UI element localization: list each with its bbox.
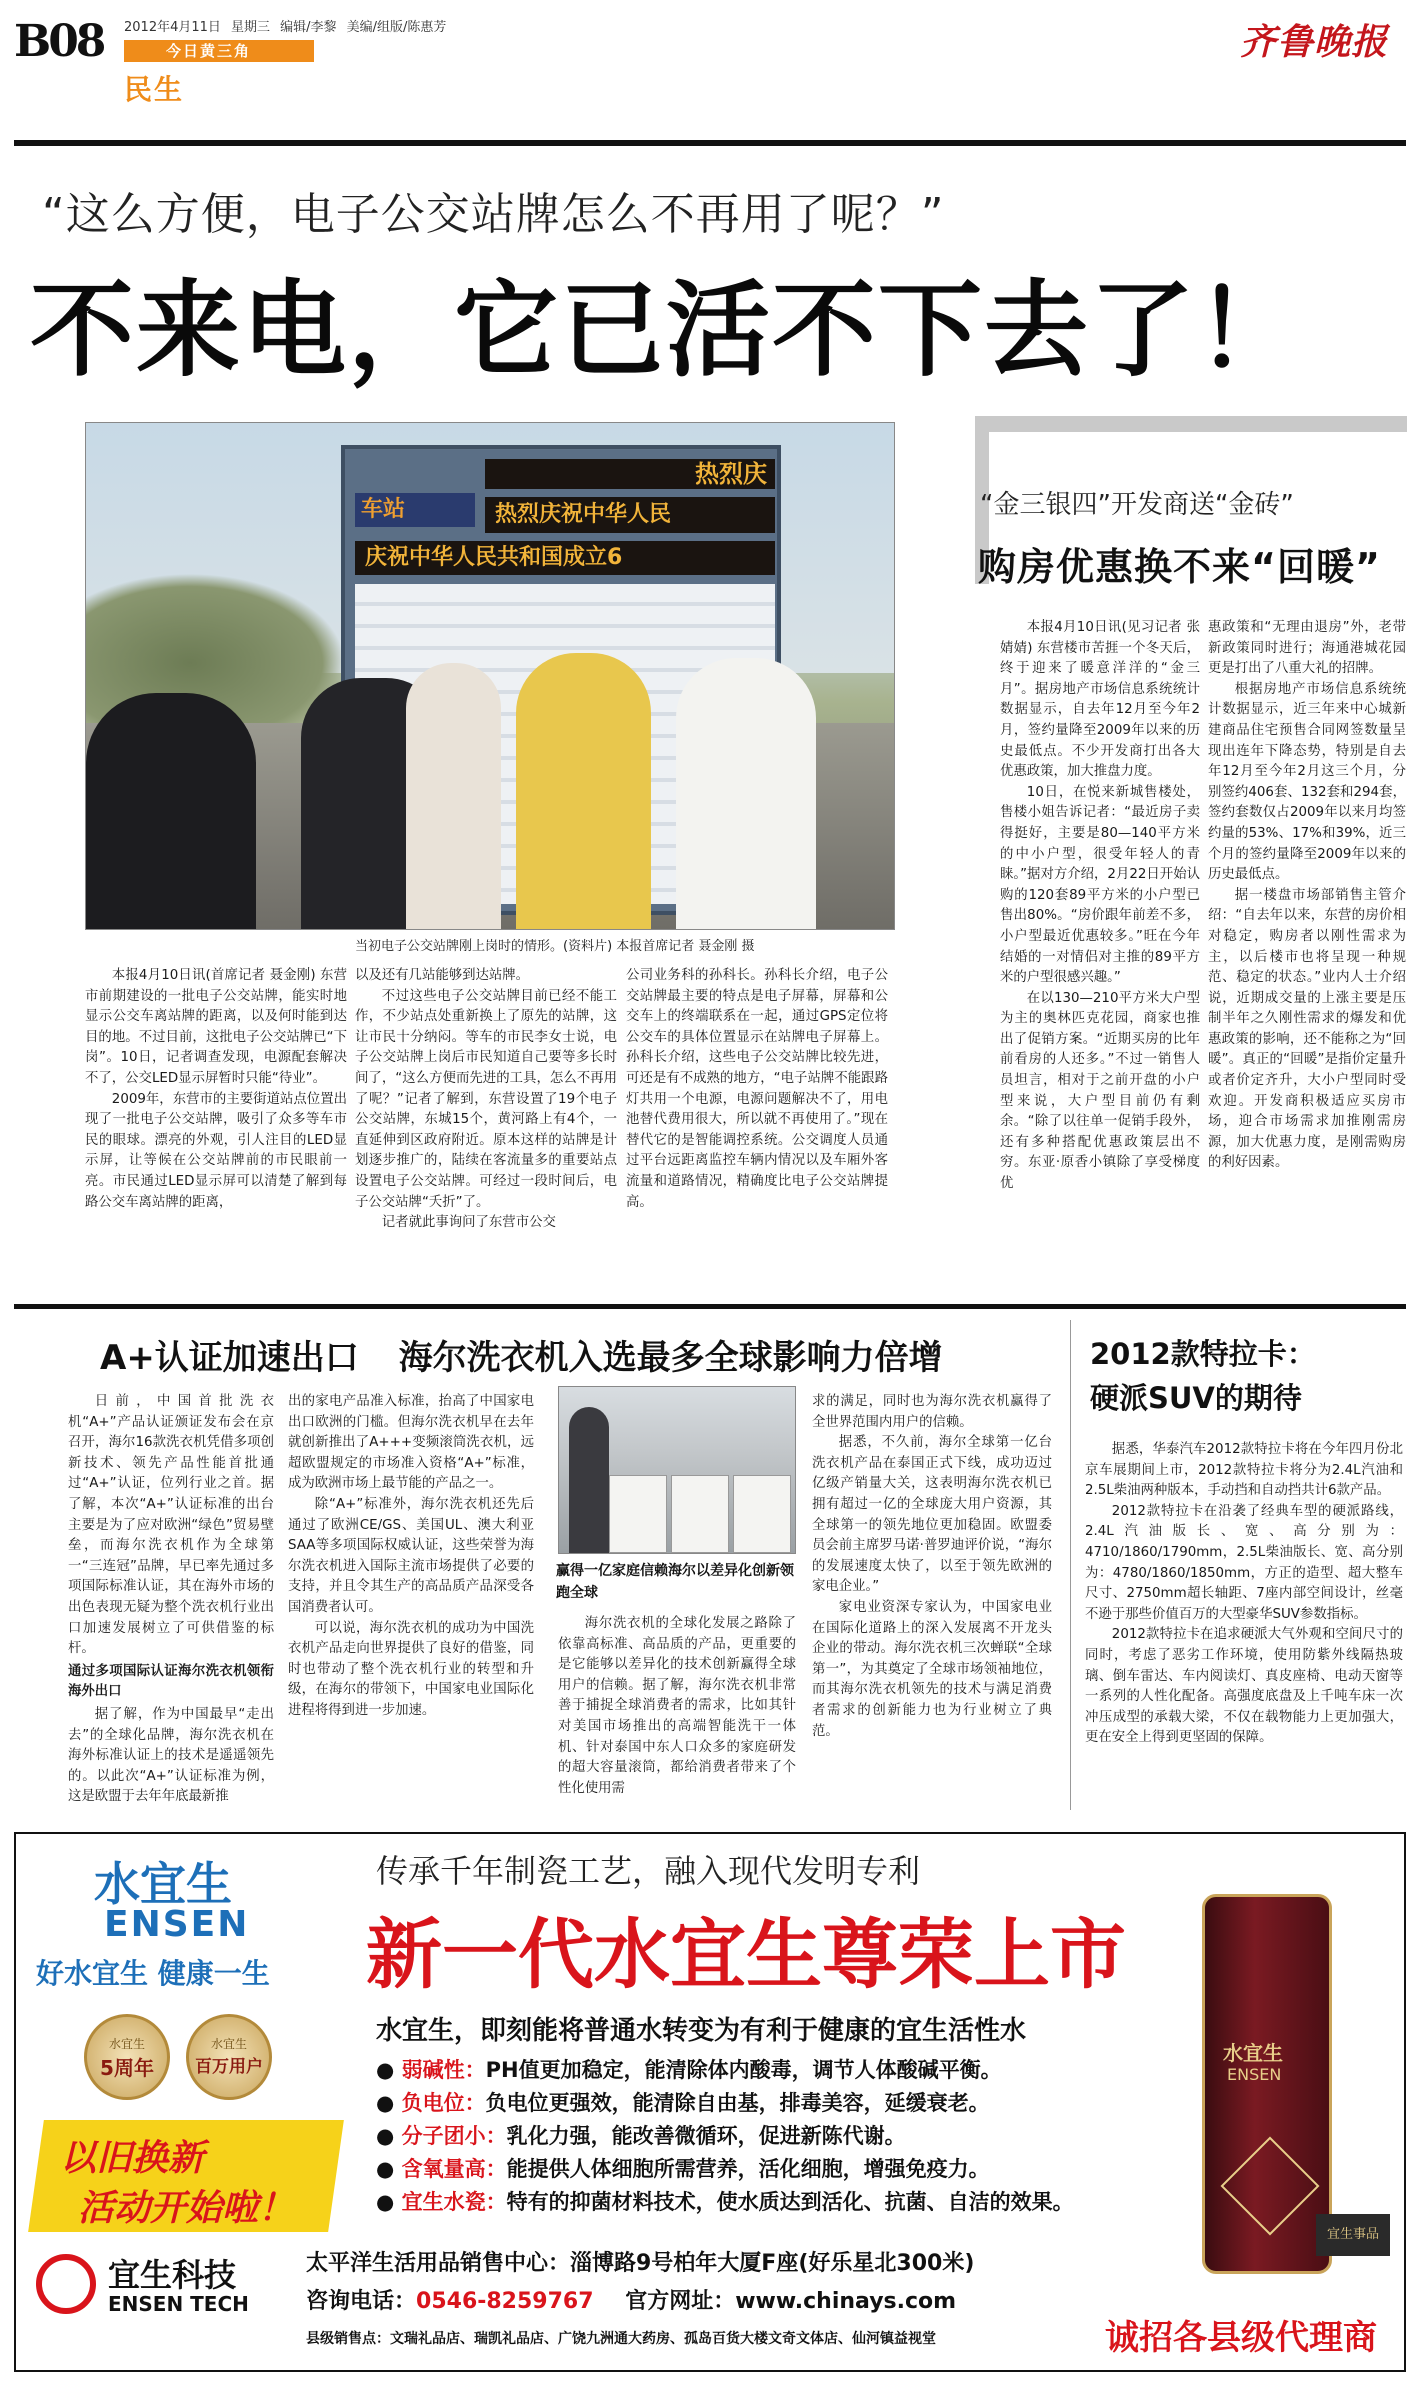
subhead: 通过多项国际认证海尔洗衣机领衔海外出口: [68, 1663, 274, 1700]
web-label: 官方网址：: [625, 2289, 736, 2314]
company-name-en: ENSEN TECH: [108, 2292, 249, 2316]
web-url[interactable]: www.chinays.com: [735, 2289, 957, 2314]
led-sign-3: 庆祝中华人民共和国成立6: [355, 541, 775, 575]
led-sign-4: 车站: [355, 493, 475, 527]
washer-1: [609, 1475, 667, 1553]
story1-column-1: [85, 966, 347, 1296]
column-divider: [1070, 1320, 1071, 1810]
section-name: 民生: [124, 73, 185, 106]
story1-photo-caption: 当初电子公交站牌刚上岗时的情形。(资料片) 本报首席记者 聂金刚 摄: [355, 939, 755, 954]
product-flask: [1202, 1894, 1332, 2274]
story3-column-3-lower: [558, 1614, 796, 1810]
led-sign-2: 热烈庆祝中华人民: [485, 497, 775, 533]
story4-headline-1: 2012款特拉卡：: [1090, 1337, 1316, 1371]
paragraph: 10日，在悦来新城售楼处，售楼小姐告诉记者：“最近房子卖得挺好，主要是80—140平方米的中小户型，很受年轻人的青睐。”据对方介绍，2月22日开始认购的120套89平方米的小户型已售出80%。“房价跟年前差不多，小户型最近优惠较多。”旺在今年结婚的一对情侣对主推的89平方米的户型很感兴趣。”: [1000, 784, 1200, 986]
sales-center: 太平洋生活用品销售中心：淄博路9号柏年大厦F座(好乐星北300米): [306, 2251, 975, 2276]
paragraph: 不过这些电子公交站牌目前已经不能工作，不少站点处重新换上了原先的站牌，这让市民十分纳闷。等车的市民李女士说，电子公交站牌上岗后市民知道自己要等多长时间了，“这么方便而先进的工具，怎么不再用了呢？”记者了解到，东营设置了19个电子公交站牌，东城15个，黄河路上有4个，一直延伸到区政府附近。原本这样的站牌是计划逐步推广的，陆续在客流量多的重要站点设置电子公交站牌。可经过一段时间后，电子公交站牌“夭折”了。: [355, 988, 617, 1210]
paragraph: 出的家电产品准入标准，抬高了中国家电出口欧洲的门槛。但海尔洗衣机早在去年就创新推出了A+++变频滚筒洗衣机，远超欧盟规定的市场准入资格“A+”标准，成为欧洲市场上最节能的产品之一。: [288, 1394, 534, 1492]
paragraph: 海尔洗衣机的全球化发展之路除了依靠高标准、高品质的产品，更重要的是它能够以差异化的技术创新赢得全球用户的信赖。据了解，海尔洗衣机非常善于捕捉全球消费者的需求，比如其针对美国市场推出的高端智能洗干一体机、针对泰国中东人口众多的家庭研发的超大容量滚筒，都给消费者带来了个性化使用需: [558, 1616, 796, 1796]
paragraph: 据悉，华泰汽车2012款特拉卡将在今年四月份北京车展期间上市，2012款特拉卡将分为2.4L汽油和2.5L柴油两种版本，手动挡和自动挡共计6款产品。: [1085, 1442, 1403, 1499]
paragraph: 公司业务科的孙科长。孙科长介绍，电子公交站牌最主要的特点是电子屏幕，屏幕和公交车上的终端联系在一起，通过GPS定位将公交车的具体位置显示在站牌电子屏幕上。孙科长介绍，这些电子公交站牌比较先进，可还是有不成熟的地方，“电子站牌不能跟路灯共用一个电源，电源问题解决不了，用电池替代费用很大，所以就不再使用了。”现在替代它的是智能调控系统。公交调度人员通过平台远距离监控车辆内情况以及车厢外客流量和道路情况，精确度比电子公交站牌提高。: [626, 968, 888, 1210]
ad-big-title: 新一代水宜生尊荣上市: [366, 1910, 1126, 1999]
tel-number[interactable]: 0546-8259767: [416, 2289, 594, 2314]
paragraph: 本报4月10日讯(首席记者 聂金刚) 东营市前期建设的一批电子公交站牌，能实时地显示公交车离站牌的距离，以及何时能到达目的地。不过目前，这批电子公交站牌已“下岗”。10日，记者调查发现，电源配套解决不了，公交LED显示屏暂时只能“待业”。: [85, 968, 347, 1086]
story1-column-2: [355, 966, 617, 1296]
tel-label: 咨询电话：: [306, 2289, 417, 2314]
story1-photo: [85, 422, 895, 930]
story3-photo-caption: 赢得一亿家庭信赖海尔以差异化创新领跑全球: [556, 1563, 794, 1601]
paragraph: 2012款特拉卡在沿袭了经典车型的硬派路线，2.4L汽油版长、宽、高分别为：4710/1860/1790mm，2.5L柴油版长、宽、高分别为：4780/1860/1850mm，方正的造型、超大整车尺寸、2750mm超长轴距、7座内部空间设计，丝毫不逊于那些价值百万的大型豪华SUV参数指标。: [1085, 1503, 1403, 1622]
story3-column-4: [812, 1392, 1052, 1810]
ad-slogan: 好水宜生 健康一生: [36, 1957, 270, 1990]
issue-meta: 2012年4月11日 星期三 编辑/李黎 美编/组版/陈惠芳: [124, 20, 447, 35]
paragraph: 惠政策和“无理由退房”外，老带新政策同时进行；海通港城花园更是打出了八重大礼的招牌。: [1208, 620, 1406, 677]
advertisement: [14, 1832, 1406, 2372]
paragraph: 据了解，作为中国最早“走出去”的全球化品牌，海尔洗衣机在海外标准认证上的技术是遥遥领先的。以此次“A+”认证标准为例，这是欧盟于去年年底最新推: [68, 1706, 274, 1805]
product-label-2: ENSEN: [1227, 2065, 1282, 2084]
story4-column: [1085, 1440, 1403, 1812]
story2-column-1: [1000, 618, 1200, 1298]
recruit-banner: 诚招各县级代理商: [1076, 2312, 1406, 2364]
led-sign-1: 热烈庆: [485, 459, 775, 489]
story2-gray-bar: [975, 416, 1407, 432]
story2-column-2: [1208, 618, 1406, 1298]
paragraph: 除“A+”标准外，海尔洗衣机还先后通过了欧洲CE/GS、美国UL、澳大利亚SAA等多项国际权威认证，这些荣誉为海尔洗衣机进入国际主流市场提供了必要的支持，并且令其生产的高品质产品深受各国消费者认可。: [288, 1496, 534, 1615]
badge2-big: 百万用户: [195, 2057, 263, 2077]
ad-intro: 水宜生，即刻能将普通水转变为有利于健康的宜生活性水: [376, 2016, 1027, 2046]
badge2-top: 水宜生: [210, 2037, 247, 2051]
paragraph: 求的满足，同时也为海尔洗衣机赢得了全世界范围内用户的信赖。: [812, 1394, 1052, 1430]
paragraph: 以及还有几站能够到达站牌。: [355, 968, 530, 983]
feature-item: ● 弱碱性：PH值更加稳定，能清除体内酸毒，调节人体酸碱平衡。: [376, 2058, 1002, 2082]
paragraph: 可以说，海尔洗衣机的成功为中国洗衣机产品走向世界提供了良好的借鉴，同时也带动了整个洗衣机行业的转型和升级，在海尔的带领下，中国家电业国际化进程将得到进一步加速。: [288, 1620, 534, 1718]
story3-photo: [558, 1386, 796, 1554]
mid-rule: [14, 1304, 1406, 1309]
paragraph: 在以130—210平方米大户型为主的奥林匹克花园，商家也推出了促销方案。“近期买房的比年前看房的人还多。”不过一销售人员坦言，相对于之前开盘的小户型来说，大户型目前仍有剩余。“除了以往单一促销手段外，还有多种搭配优惠政策层出不穷。东亚·原香小镇除了享受梯度优: [1000, 990, 1200, 1192]
diamond-icon: [1221, 2137, 1320, 2236]
story4-headline-2: 硬派SUV的期待: [1090, 1381, 1302, 1415]
top-rule: [14, 140, 1406, 146]
paragraph: 本报4月10日讯(见习记者 张婧婧) 东营楼市苦捱一个冬天后，终于迎来了暖意洋洋的“金三月”。据房地产市场信息系统统计数据显示，自去年12月至今年2月，签约量降至2009年以来的历史最低点。不少开发商打出各大优惠政策，加大推盘力度。: [1000, 620, 1200, 780]
washer-2: [671, 1475, 729, 1553]
users-badge: [186, 2014, 272, 2100]
company-name-cn: 宜生科技: [108, 2256, 237, 2294]
paragraph: 据一楼盘市场部销售主管介绍：“自去年以来，东营的房价相对稳定，购房者以刚性需求为主，以后楼市也将呈现一种规范、稳定的状态。”业内人士介绍说，近期成交量的上涨主要是压制半年之久刚性需求的爆发和优惠政策的影响，还不能称之为“回暖”。真正的“回暖”是指价定量升或者价定齐升，大小户型同时受欢迎。开发商积极适应买房市场，迎合市场需求加推刚需房源，加大优惠力度，是刚需购房的利好因素。: [1208, 887, 1406, 1171]
story1-headline: 不来电，它已活不下去了！: [30, 269, 1303, 391]
story2-kicker: “金三银四”开发商送“金砖”: [980, 490, 1294, 520]
story3-headline-a: A+认证加速出口: [100, 1338, 359, 1378]
story1-column-3: [626, 966, 888, 1296]
paragraph: 根据房地产市场信息系统统计数据显示，近三年来中心城新建商品住宅预售合同网签数量呈现出连年下降态势，特别是自去年12月至今年2月这三个月，分别签约406套、132套和294套，签约套数仅占2009年以来月均签约量的53%、17%和39%，近三个月的签约量降至2009年以来的历史最低点。: [1208, 681, 1406, 883]
promo-line-2: 活动开始啦！: [78, 2188, 295, 2229]
paragraph: 记者就此事询问了东营市公交: [381, 1215, 556, 1231]
story1-kicker: “这么方便，电子公交站牌怎么不再用了呢？”: [42, 189, 945, 240]
visitor: [569, 1407, 609, 1554]
story3-headline: [100, 1330, 943, 1379]
feature-item: ● 分子团小：乳化力强，能改善微循环，促进新陈代谢。: [376, 2124, 906, 2148]
ad-brand-en: ENSEN: [104, 1904, 250, 1945]
story3-column-1: [68, 1392, 274, 1810]
product-tag: 宜生事品: [1316, 2214, 1390, 2256]
promo-line-1: 以旧换新: [60, 2138, 205, 2179]
paragraph: 家电业资深专家认为，中国家电业在国际化道路上的深入发展离不开龙头企业的带动。海尔洗衣机三次蝉联“全球第一”，为其奠定了全球市场领袖地位，而其海尔洗衣机领先的技术与满足消费者需求的创新能力也为行业树立了典范。: [812, 1599, 1052, 1739]
paragraph: 日前，中国首批洗衣机“A+”产品认证颁证发布会在京召开，海尔16款洗衣机凭借多项创新技术、领先产品性能首批通过“A+”认证，位列行业之首。据了解，本次“A+”认证标准的出台主要是为了应对欧洲“绿色”贸易壁垒，而海尔洗衣机作为全球第一“三连冠”品牌，早已率先通过多项国际标准认证，其在海外市场的出色表现无疑为整个洗衣机行业出口加速发展树立了可供借鉴的标杆。: [68, 1394, 274, 1657]
paragraph: 2012款特拉卡在追求硬派大气外观和空间尺寸的同时，考虑了恶劣工作环境，使用防紫外线隔热玻璃、倒车雷达、车内阅读灯、真皮座椅、电动天窗等一系列的人性化配备。高强度底盘及上千吨车床一次冲压成型的承载大梁，不仅在载物能力上更加强大，更在安全上得到更坚固的保障。: [1085, 1627, 1403, 1746]
ad-brand-cn: 水宜生: [94, 1857, 232, 1911]
person-3: [406, 663, 501, 930]
contact-line: [306, 2284, 956, 2315]
ad-tagline: 传承千年制瓷工艺，融入现代发明专利: [376, 1852, 921, 1890]
washer-3: [733, 1475, 791, 1553]
outlets: 县级销售点：文瑞礼品店、瑞凯礼品店、广饶九洲通大药房、孤岛百货大楼文奇文体店、仙河镇益视堂: [306, 2331, 936, 2347]
feature-list: [376, 2054, 1136, 2219]
product-label-1: 水宜生: [1223, 2041, 1283, 2065]
company-logo-icon: [36, 2254, 96, 2314]
anniversary-badge: [84, 2014, 170, 2100]
person-1: [86, 693, 256, 930]
newspaper-logo: 齐鲁晚报: [1240, 21, 1389, 63]
story2-headline: 购房优惠换不来“回暖”: [978, 545, 1381, 589]
page-number: B08: [14, 16, 104, 67]
badge1-big: 5周年: [100, 2056, 154, 2080]
feature-item: ● 负电位：负电位更强效，能清除自由基，排毒美容，延缓衰老。: [376, 2091, 990, 2115]
feature-item: ● 宜生水瓷：特有的抑菌材料技术，使水质达到活化、抗菌、自洁的效果。: [376, 2190, 1074, 2214]
person-4: [516, 653, 651, 930]
paragraph: 据悉，不久前，海尔全球第一亿台洗衣机产品在泰国正式下线，成功迈过亿级产销量大关，这表明海尔洗衣机已拥有超过一亿的全球庞大用户资源，其全球第一的领先地位更加稳固。欧盟委员会前主席罗马诺·普罗迪评价说，“海尔的发展速度太快了，以至于领先欧洲的家电企业。”: [812, 1435, 1052, 1595]
person-5: [676, 658, 816, 930]
badge1-top: 水宜生: [108, 2037, 145, 2051]
feature-item: ● 含氧量高：能提供人体细胞所需营养，活化细胞，增强免疫力。: [376, 2157, 990, 2181]
story3-headline-b: 海尔洗衣机入选最多全球影响力倍增: [398, 1338, 943, 1378]
story3-column-2: [288, 1392, 534, 1810]
paragraph: 2009年，东营市的主要街道站点位置出现了一批电子公交站牌，吸引了众多等车市民的眼球。漂亮的外观，引人注目的LED显示屏，让等候在公交站牌前的市民眼前一亮。市民通过LED显示屏可以清楚了解到每路公交车离站牌的距离，: [85, 1091, 347, 1210]
section-bar: 今日黄三角: [124, 40, 314, 62]
